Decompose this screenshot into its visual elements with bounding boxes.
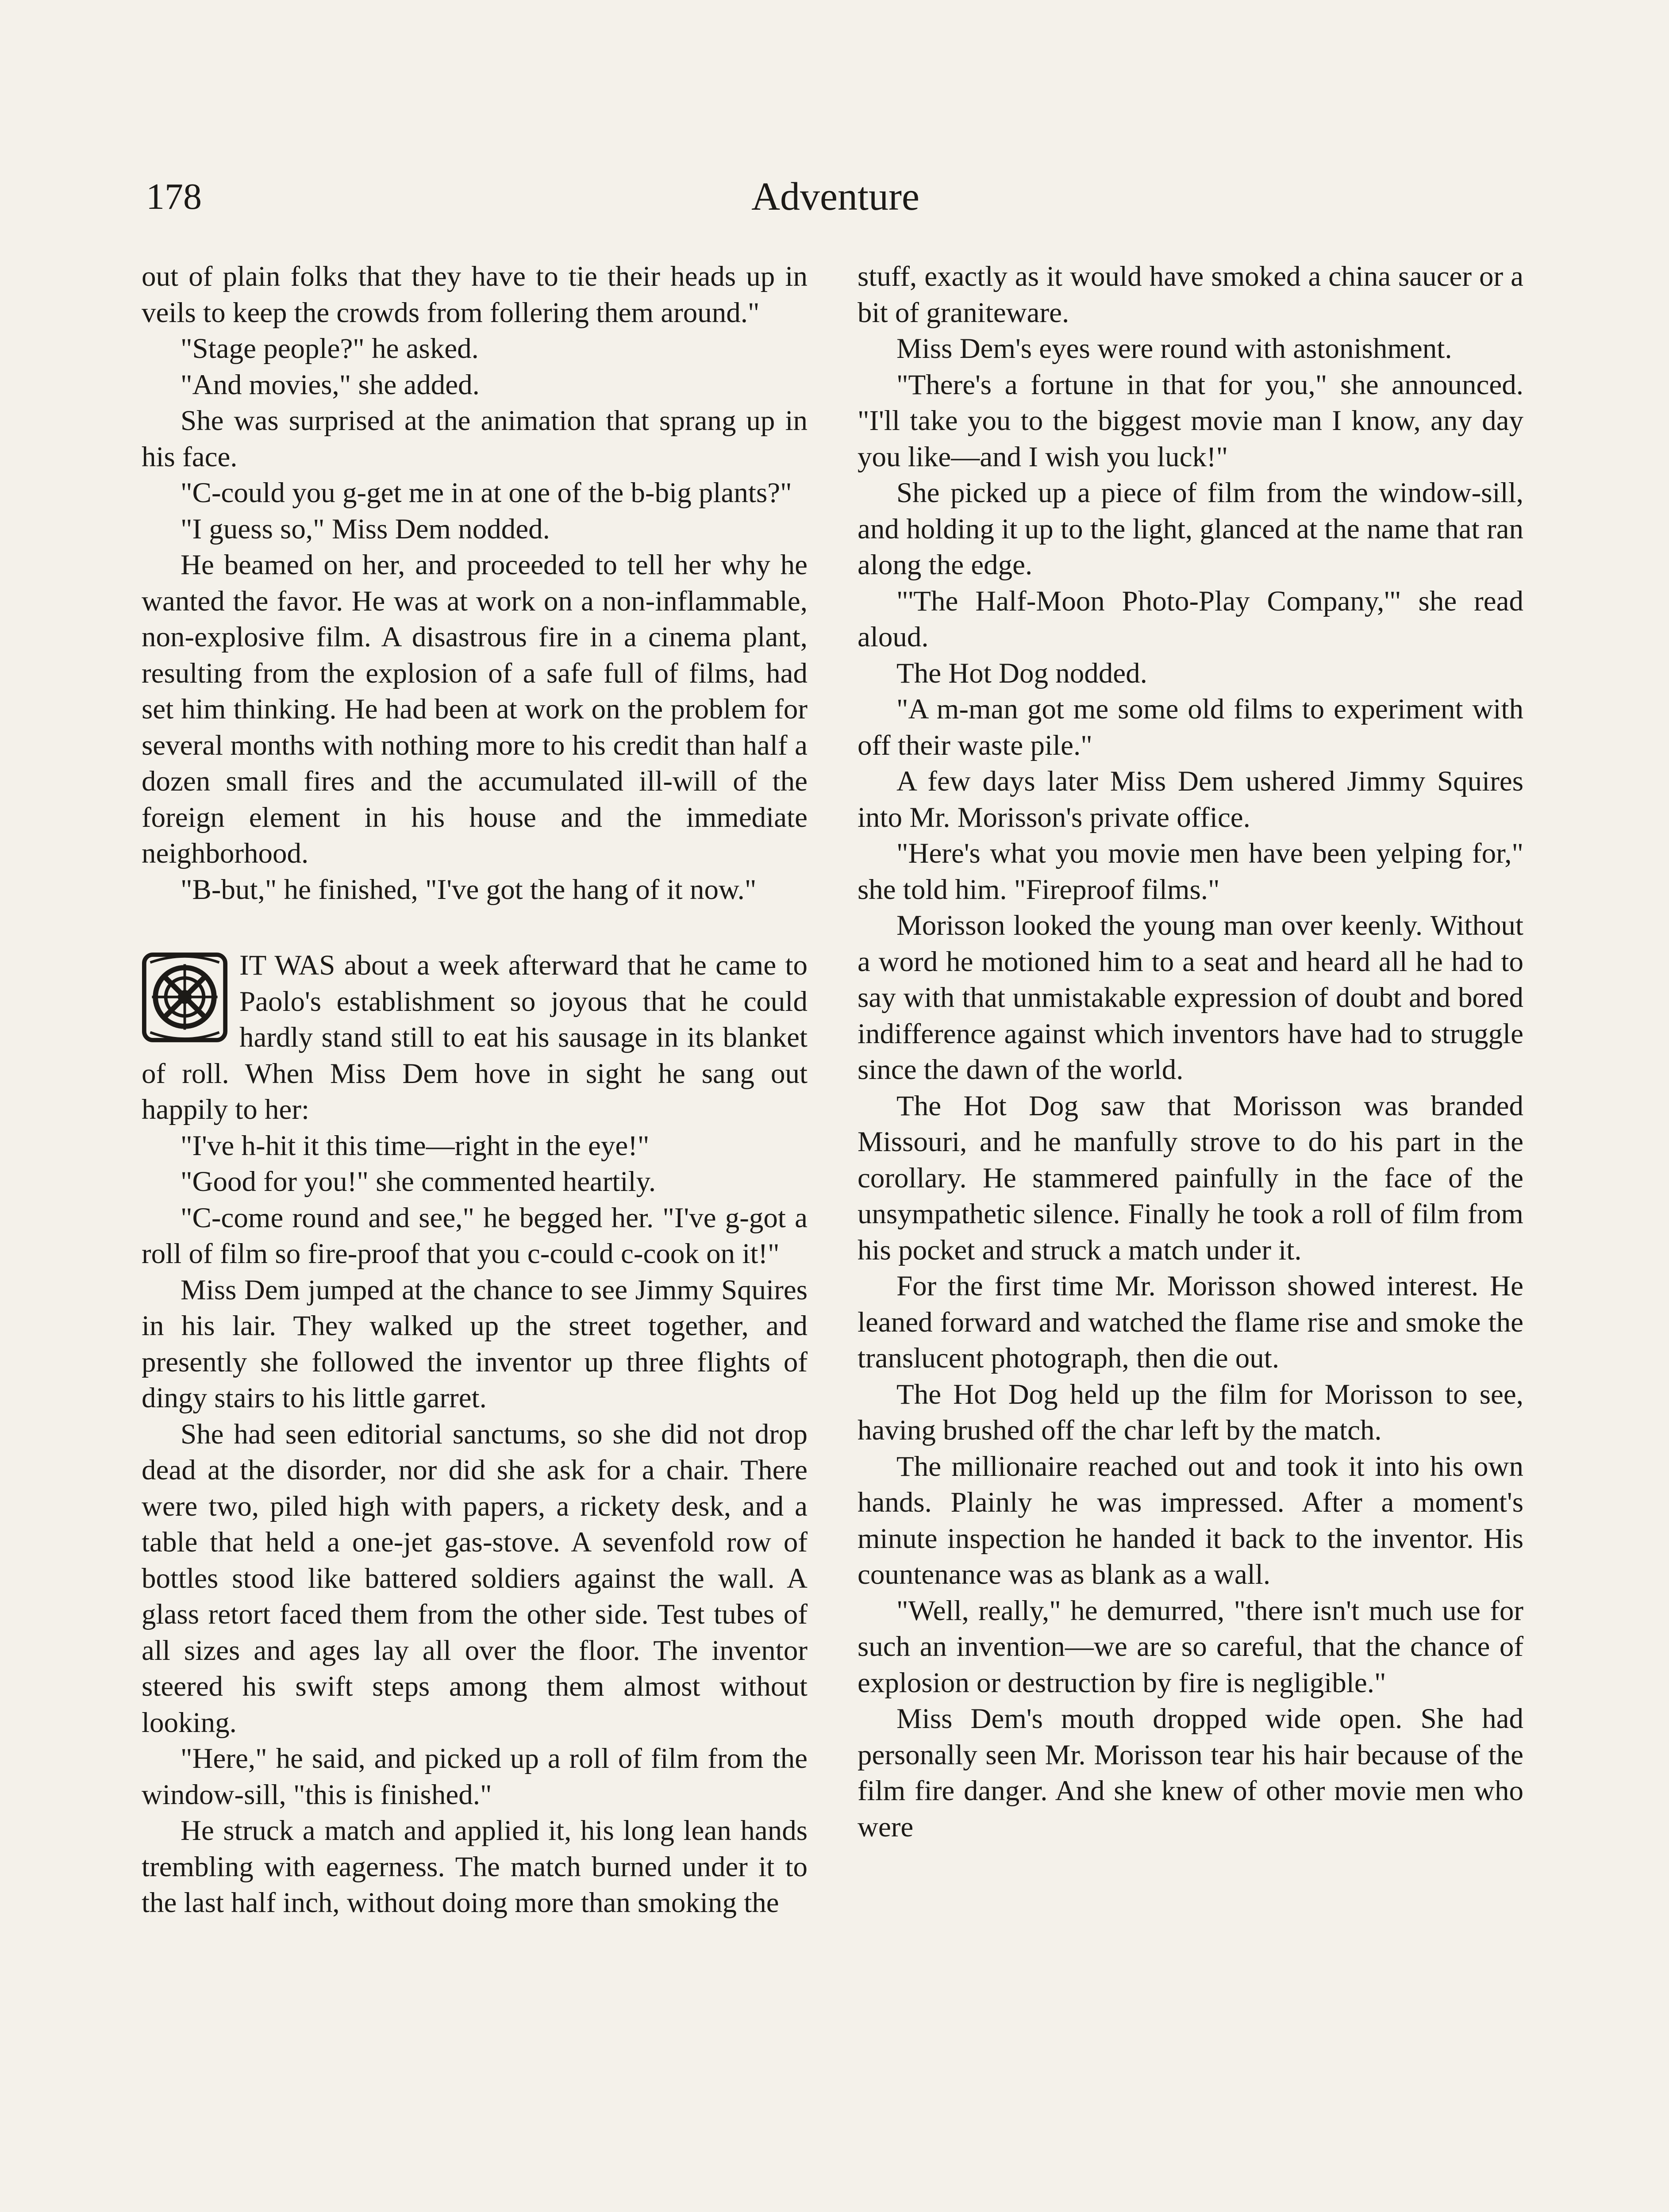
paragraph: "And movies," she added. (181, 369, 480, 401)
paragraph: The millionaire reached out and took it into his own hands. Plainly he was impressed. After a moment's minute inspection he handed it back to the inventor. His countenance was as blank as a wall. (858, 1450, 1523, 1590)
paragraph: Miss Dem jumped at the chance to see Jimmy Squires in his lair. They walked up the street together, and presently she followed the inventor up three flights of dingy stairs to his little garret. (142, 1274, 808, 1414)
page-number: 178 (146, 176, 202, 217)
paragraph: "A m-man got me some old films to experiment with off their waste pile." (858, 693, 1523, 761)
paragraph: "Stage people?" he asked. (181, 333, 479, 365)
paragraph: "C-could you g-get me in at one of the b-big plants?" (181, 477, 792, 509)
paragraph: He beamed on her, and proceeded to tell her why he wanted the favor. He was at work on a non-inflammable, non-explosive film. A disastrous fire in a cinema plant, resulting from the explosion of a safe full of films, had set him thinking. He had been at work on the problem for several months with nothing more to his credit than half a dozen small fires and the accumulated ill-will of the foreign element in his house and the immediate neighborhood. (142, 549, 808, 869)
paragraph: "I guess so," Miss Dem nodded. (181, 513, 550, 545)
right-column (858, 259, 1523, 1845)
paragraph: "Well, really," he demurred, "there isn't much use for such an invention—we are so careful, that the chance of explosion or destruction by fire is negligible." (858, 1594, 1523, 1699)
paragraph: "B-but," he finished, "I've got the hang of it now." (181, 873, 757, 906)
paragraph: Miss Dem's eyes were round with astonishment. (896, 333, 1452, 365)
paragraph: "'The Half-Moon Photo-Play Company,'" she read aloud. (858, 585, 1523, 653)
paragraph: "There's a fortune in that for you," she announced. "I'll take you to the biggest movie man I know, any day you like—and I wish you luck!" (858, 369, 1523, 473)
celtic-knot-ornament-icon (142, 952, 228, 1043)
left-column (142, 259, 808, 1921)
paragraph: The Hot Dog saw that Morisson was branded Missouri, and he manfully strove to do his part in the corollary. He stammered painfully in the face of the unsympathetic silence. Finally he took a roll of film from his pocket and struck a match under it. (858, 1090, 1523, 1266)
paragraph: stuff, exactly as it would have smoked a china saucer or a bit of graniteware. (858, 261, 1523, 329)
running-title: Adventure (751, 175, 919, 219)
paragraph: "I've h-hit it this time—right in the eye!" (181, 1129, 650, 1162)
paragraph: "Here," he said, and picked up a roll of film from the window-sill, "this is finished." (142, 1743, 808, 1811)
page-header (146, 173, 1525, 230)
paragraph: For the first time Mr. Morisson showed interest. He leaned forward and watched the flame rise and smoke the translucent photograph, then die out. (858, 1270, 1523, 1374)
paragraph: The Hot Dog held up the film for Morisson to see, having brushed off the char left by the match. (858, 1378, 1523, 1446)
paragraph: She was surprised at the animation that sprang up in his face. (142, 405, 808, 473)
paragraph: "C-come round and see," he begged her. "I've g-got a roll of film so fire-proof that you c-could c-cook on it!" (142, 1202, 808, 1270)
paragraph-text: IT WAS about a week afterward that he came to Paolo's establishment so joyous that he could hardly stand still to eat his sausage in its blanket of roll. When Miss Dem hove in sight he sang out happily to her: (142, 949, 808, 1125)
paragraph: She picked up a piece of film from the window-sill, and holding it up to the light, glanced at the name that ran along the edge. (858, 477, 1523, 581)
paragraph: She had seen editorial sanctums, so she did not drop dead at the disorder, nor did she ask for a chair. There were two, piled high with papers, a rickety desk, and a table that held a one-jet gas-stove. A sevenfold row of bottles stood like battered soldiers against the wall. A glass retort faced them from the other side. Test tubes of all sizes and ages lay all over the floor. The inventor steered his swift steps among them almost without looking. (142, 1418, 808, 1739)
section-opening-paragraph (142, 948, 808, 1128)
paragraph: The Hot Dog nodded. (896, 657, 1147, 689)
paragraph: A few days later Miss Dem ushered Jimmy Squires into Mr. Morisson's private office. (858, 765, 1523, 833)
paragraph: out of plain folks that they have to tie their heads up in veils to keep the crowds from follering them around." (142, 261, 808, 329)
paragraph: Morisson looked the young man over keenly. Without a word he motioned him to a seat and heard all he had to say with that unmistakable expression of doubt and bored indifference against which inventors have had to struggle since the dawn of the world. (858, 910, 1523, 1086)
paragraph: "Good for you!" she commented heartily. (181, 1166, 656, 1198)
paragraph: He struck a match and applied it, his long lean hands trembling with eagerness. The match burned under it to the last half inch, without doing more than smoking the (142, 1815, 808, 1919)
paragraph: "Here's what you movie men have been yelping for," she told him. "Fireproof films." (858, 837, 1523, 906)
paragraph: Miss Dem's mouth dropped wide open. She had personally seen Mr. Morisson tear his hair because of the film fire danger. And she knew of other movie men who were (858, 1703, 1523, 1843)
